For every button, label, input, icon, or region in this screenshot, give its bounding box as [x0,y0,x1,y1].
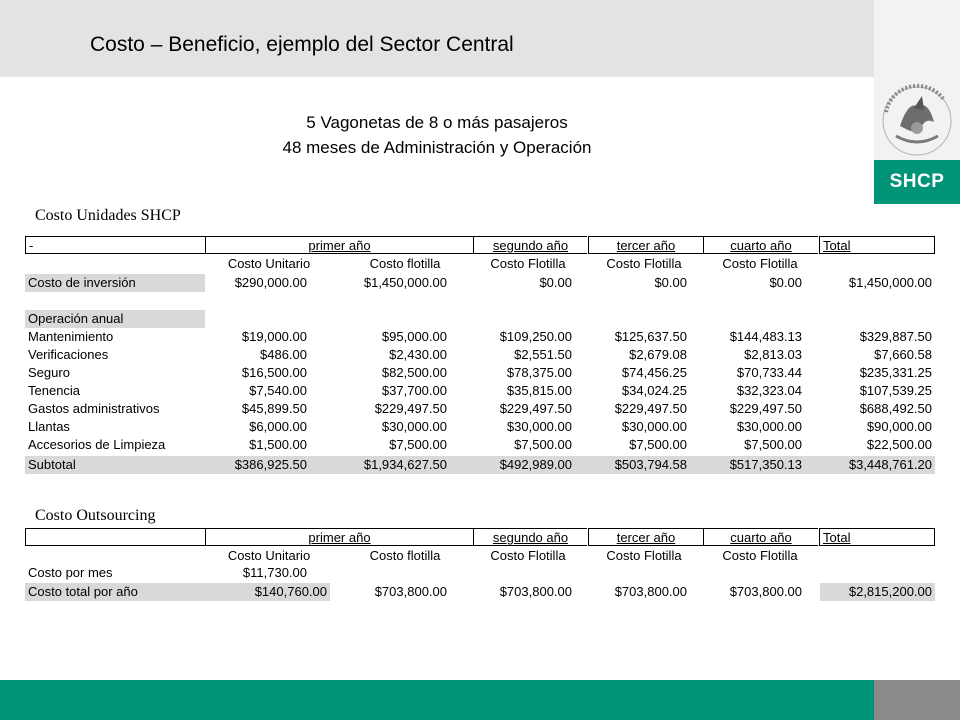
table-row [25,364,935,382]
table-subheader-row [25,255,935,273]
row-label: Llantas [28,419,70,434]
row-label: Accesorios de Limpieza [28,437,166,452]
value-cell: $703,800.00 [499,584,572,599]
section-title-outsourcing: Costo Outsourcing [35,507,156,524]
table-header-row [25,236,935,254]
value-cell: $2,815,200.00 [820,583,935,601]
table-row-inversion [25,274,935,292]
value-cell: $2,551.50 [514,347,572,362]
row-label: Subtotal [28,457,76,472]
value-cell: $1,500.00 [249,437,307,452]
subheader-cell: Costo Flotilla [606,548,682,563]
value-cell: $0.00 [654,275,687,290]
value-cell: $1,450,000.00 [363,275,447,290]
subheader-cell: Costo Flotilla [722,256,798,271]
shcp-logo: SHCP [874,160,960,204]
row-label: Seguro [28,365,70,380]
subheader-cell: Costo Flotilla [722,548,798,563]
subheader-cell: Costo Flotilla [490,548,566,563]
value-cell: $144,483.13 [729,329,802,344]
value-cell: $37,700.00 [381,383,447,398]
value-cell: $30,000.00 [381,419,447,434]
value-cell: $30,000.00 [506,419,572,434]
value-cell: $7,500.00 [744,437,802,452]
value-cell: $35,815.00 [506,383,572,398]
row-label: Costo por mes [28,565,113,580]
value-cell: $70,733.44 [736,365,802,380]
value-cell: $34,024.25 [621,383,687,398]
header-cell-mark: - [25,236,205,254]
value-cell: $3,448,761.20 [848,457,932,472]
table-row-subtotal [25,456,935,474]
value-cell: $290,000.00 [234,275,307,290]
value-cell: $7,500.00 [389,437,447,452]
table-row [25,400,935,418]
value-cell: $74,456.25 [621,365,687,380]
table-subheader-row [25,547,935,565]
value-cell: $32,323.04 [736,383,802,398]
row-label: Costo de inversión [25,274,205,292]
value-cell: $2,679.08 [629,347,687,362]
value-cell: $82,500.00 [381,365,447,380]
table-row-costo-mes [25,564,935,582]
value-cell: $30,000.00 [736,419,802,434]
subtitle-line2: 48 meses de Administración y Operación [282,138,592,157]
value-cell: $11,730.00 [242,565,307,580]
value-cell: $1,934,627.50 [363,457,447,472]
row-label: Gastos administrativos [28,401,160,416]
value-cell: $0.00 [539,275,572,290]
value-cell: $517,350.13 [729,457,802,472]
value-cell: $78,375.00 [506,365,572,380]
value-cell: $503,794.58 [614,457,687,472]
header-cell-total: Total [819,236,935,254]
subheader-cell: Costo Flotilla [606,256,682,271]
value-cell: $140,760.00 [205,583,330,601]
subheader-cell: Costo Flotilla [490,256,566,271]
header-cell-year2: segundo año [473,528,587,546]
header-cell-year1: primer año [205,528,473,546]
value-cell: $229,497.50 [614,401,687,416]
row-label: Mantenimiento [28,329,114,344]
value-cell: $229,497.50 [499,401,572,416]
subheader-cell: Costo flotilla [369,548,441,563]
value-cell: $703,800.00 [374,584,447,599]
page-title: Costo – Beneficio, ejemplo del Sector Central [90,33,514,56]
header-cell-year3: tercer año [588,528,703,546]
section-title-unidades: Costo Unidades SHCP [35,207,181,224]
value-cell: $45,899.50 [241,401,307,416]
value-cell: $7,500.00 [514,437,572,452]
value-cell: $703,800.00 [729,584,802,599]
value-cell: $386,925.50 [234,457,307,472]
row-label: Tenencia [28,383,81,398]
value-cell: $235,331.25 [859,365,932,380]
value-cell: $229,497.50 [729,401,802,416]
value-cell: $0.00 [769,275,802,290]
value-cell: $125,637.50 [614,329,687,344]
row-label: Verificaciones [28,347,109,362]
national-seal-icon [878,82,956,160]
table-row [25,436,935,454]
table-row-operacion-label [25,310,935,328]
value-cell: $109,250.00 [499,329,572,344]
value-cell: $19,000.00 [241,329,307,344]
value-cell: $2,430.00 [389,347,447,362]
header-cell-year4: cuarto año [703,528,818,546]
subheader-cell: Costo Unitario [227,256,311,271]
subtitle-line1: 5 Vagonetas de 8 o más pasajeros [306,113,568,132]
subheader-cell: Costo flotilla [369,256,441,271]
header-cell-year1: primer año [205,236,473,254]
header-cell-year2: segundo año [473,236,587,254]
row-label: Operación anual [25,310,205,328]
value-cell: $6,000.00 [249,419,307,434]
footer-corner [874,680,960,720]
value-cell: $492,989.00 [499,457,572,472]
value-cell: $90,000.00 [866,419,932,434]
table-row-costo-anual [25,583,935,601]
value-cell: $95,000.00 [381,329,447,344]
header-cell-blank [25,528,205,546]
value-cell: $16,500.00 [241,365,307,380]
value-cell: $7,660.58 [874,347,932,362]
value-cell: $107,539.25 [859,383,932,398]
value-cell: $486.00 [260,347,307,362]
value-cell: $329,887.50 [859,329,932,344]
header-cell-total: Total [819,528,935,546]
table-row [25,346,935,364]
value-cell: $22,500.00 [866,437,932,452]
table-row [25,382,935,400]
value-cell: $1,450,000.00 [848,275,932,290]
value-cell: $703,800.00 [614,584,687,599]
table-row [25,418,935,436]
row-label: Costo total por año [25,583,205,601]
table-header-row [25,528,935,546]
value-cell: $7,500.00 [629,437,687,452]
value-cell: $30,000.00 [621,419,687,434]
header-cell-year3: tercer año [588,236,703,254]
value-cell: $688,492.50 [859,401,932,416]
value-cell: $229,497.50 [374,401,447,416]
value-cell: $2,813.03 [744,347,802,362]
header-cell-year4: cuarto año [703,236,818,254]
value-cell: $7,540.00 [249,383,307,398]
subheader-cell: Costo Unitario [227,548,311,563]
footer-bar [0,680,874,720]
table-row [25,328,935,346]
